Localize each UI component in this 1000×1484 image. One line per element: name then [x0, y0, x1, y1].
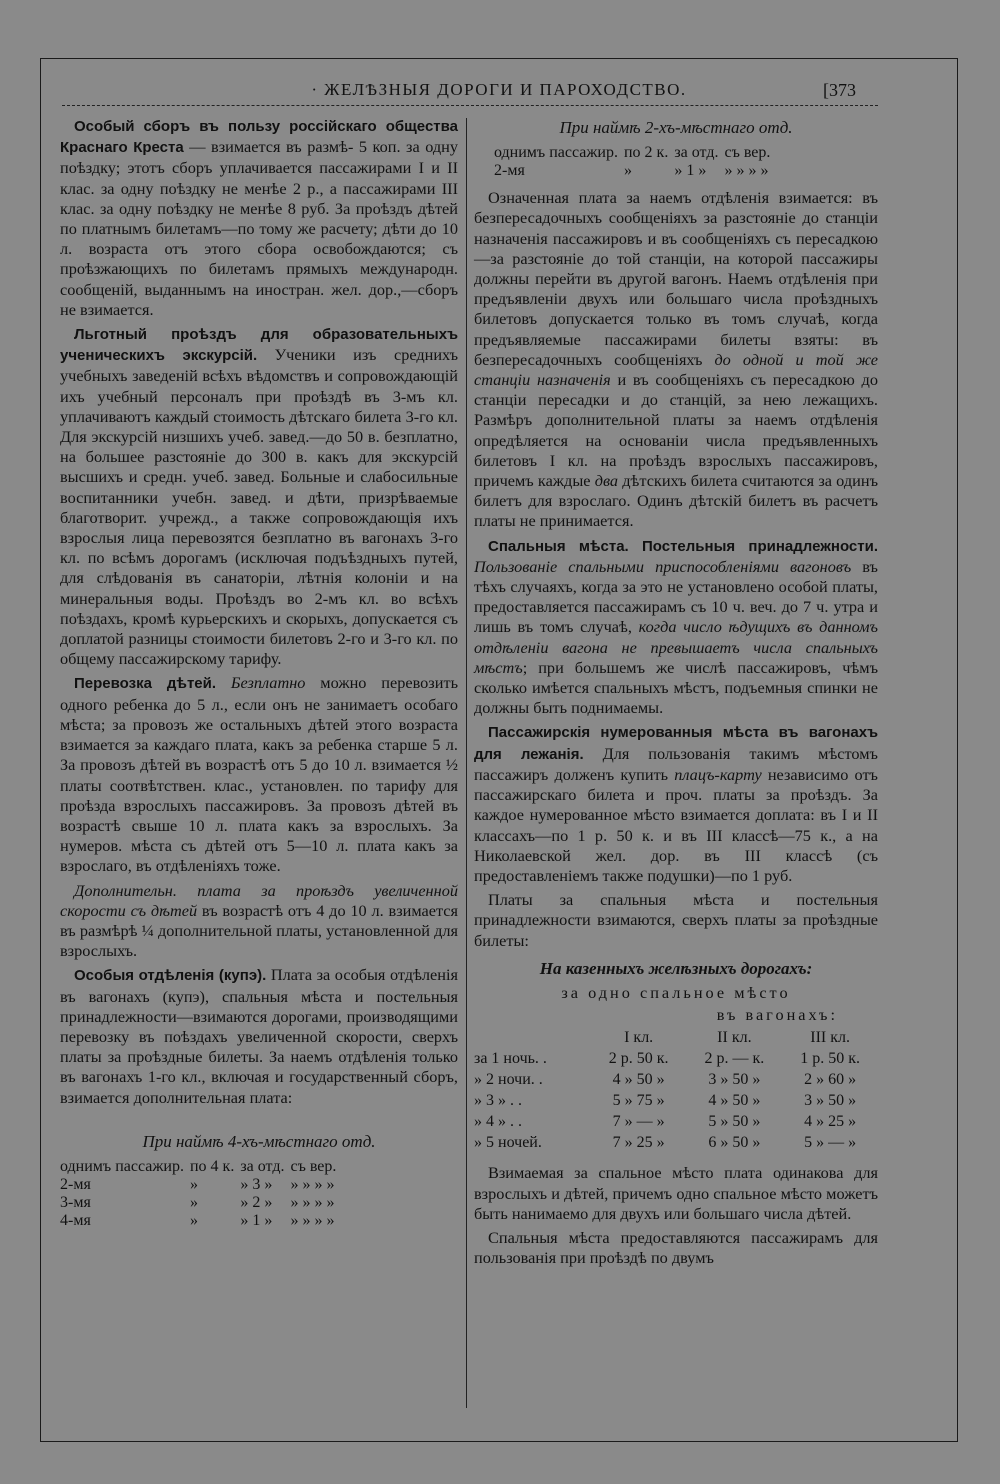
section-heading: Особыя отдѣленія (купэ).	[74, 967, 267, 985]
paragraph-compartment-fee	[474, 188, 878, 531]
section-heading: Спальныя мѣста. Постельныя принадлежности.	[488, 537, 878, 555]
table-row	[474, 1069, 878, 1090]
table-cell: за отд.	[240, 1157, 285, 1175]
table-cell: 1 р. 50 к.	[800, 1050, 861, 1068]
table-cell: за отд.	[674, 144, 719, 162]
table-header-cell: I кл.	[624, 1029, 654, 1047]
table-cell: » 1 »	[674, 162, 707, 180]
section-heading: Льготный проѣздъ для образовательныхъ ученическихъ экскурсій.	[60, 326, 458, 365]
table-cell: 3-мя	[60, 1193, 91, 1211]
header-rule	[62, 105, 878, 106]
running-header	[40, 74, 958, 108]
table-row	[474, 1090, 878, 1111]
table-cell: 5 » 50 »	[708, 1113, 761, 1131]
table-cell: за 1 ночь. .	[474, 1050, 547, 1068]
paragraph-text: Для пользованія такимъ мѣстомъ пассажиръ долженъ купить	[474, 743, 878, 784]
table-cell: 2 р. — к.	[704, 1050, 765, 1068]
table-cell: » » » »	[724, 162, 769, 180]
table-cell: 2-мя	[494, 162, 525, 180]
table-cell: » 3 »	[240, 1175, 273, 1193]
paragraph-text: дѣтскихъ билета считаются за одинъ билетъ для взрослаго. Одинъ дѣтскій билетъ въ расчетъ платы не принимается.	[474, 471, 878, 531]
page-number: [373	[823, 80, 856, 100]
table-cell: » » » »	[290, 1175, 335, 1193]
table-row	[474, 1132, 878, 1153]
table-cell: 2 » 60 »	[804, 1071, 857, 1089]
tariff-table-2seat	[494, 144, 776, 180]
table-row	[494, 144, 776, 162]
paragraph-excursions	[60, 324, 458, 669]
table-cell: » 2 »	[240, 1193, 273, 1211]
table-title-state-railways: На казенныхъ желѣзныхъ дорогахъ:	[539, 958, 813, 978]
header-title: · ЖЕЛѢЗНЫЯ ДОРОГИ И ПАРОХОДСТВО.	[311, 80, 687, 99]
italic-text: Пользованіе спальными приспособленіями вагоновъ	[474, 556, 852, 576]
italic-text: два	[590, 471, 619, 491]
paragraph-text: Плата за особыя отдѣленія въ вагонахъ (купэ), спальныя мѣста и постельныя принадлежности—взимаются дорогами, производящими перевозку въ поѣздахъ увеличенной скорости, сверхъ платы за проѣздные билеты. За наемъ отдѣленія только въ вагонахъ 1-го кл., включая и государственный сборъ, взимается дополнительная плата:	[60, 965, 458, 1107]
italic-text: Дополнительн. плата за проѣздъ увеличенной скорости съ дѣтей	[60, 880, 458, 920]
table-cell: »	[623, 162, 632, 180]
table-cell: по 2 к.	[623, 144, 669, 162]
table-cell: 5 » 75 »	[612, 1092, 665, 1110]
paragraph-text: въ возрастѣ отъ 4 до 10 л. взимается въ размѣрѣ ¼ дополнительной платы, установленной для взрослыхъ.	[60, 900, 459, 961]
paragraph-sleeping-rule: Взимаемая за спальное мѣсто плата одинакова для взрослыхъ и дѣтей, причемъ одно спальное мѣсто можетъ быть нанимаемо для двухъ или большаго числа дѣтей.	[474, 1163, 878, 1223]
paragraph-compartments	[60, 965, 458, 1107]
table-header-cell: III кл.	[810, 1029, 850, 1047]
paragraph-text: Означенная плата за наемъ отдѣленія взимается: въ безпересадочныхъ сообщеніяхъ за разстояніе до станціи назначенія пассажировъ и въ сообщеніяхъ съ пересадкою—за разстояніе до той станціи, на которой пассажиры должны перейти въ другой вагонъ. Наемъ отдѣленія при предъявленіи двухъ или большаго числа проѣздныхъ билетовъ допускается только въ томъ случаѣ, когда предъявляемые пассажирами билеты взяты: въ безпересадочныхъ сообщеніяхъ	[474, 188, 878, 369]
table-cell: 7 » 25 »	[612, 1134, 665, 1152]
section-heading: Особый сборъ въ пользу россійскаго общества Краснаго Креста	[60, 118, 458, 157]
table-row	[474, 1048, 878, 1069]
table-cell: » » » »	[290, 1193, 335, 1211]
table-title-4seat: При наймѣ 4-хъ-мѣстнаго отд.	[142, 1131, 376, 1151]
italic-text: когда число ѣдущихъ въ данномъ отдѣленіи вагона не превышаетъ числа спальныхъ мѣстъ	[474, 617, 879, 677]
table-cell: однимъ пассажир.	[494, 144, 618, 162]
paragraph-extra-fee	[60, 881, 458, 962]
paragraph-text: можно перевозить одного ребенка до 5 л., если онъ не занимаетъ особаго мѣста; за провозъ же остальныхъ дѣтей этого возраста взимается за каждаго плата, какъ за ребенка старше 5 л. За провозъ дѣтей въ возрастѣ отъ 5 до 10 л. взимается ½ платы соотвѣтствен. клас., установлен. по тарифу для проѣзда взрослыхъ пассажировъ. За провозъ дѣтей въ возрастѣ свыше 10 л. плата какъ за взрослыхъ. За нумеров. мѣста съ дѣтей отъ 5—10 л. плата какъ за взрослаго, въ отдѣленіяхъ тоже.	[60, 673, 458, 876]
table-title-2seat: При наймѣ 2-хъ-мѣстнаго отд.	[559, 118, 793, 137]
table-cell: »	[189, 1211, 198, 1229]
table-cell: 7 » — »	[612, 1113, 665, 1131]
table-cell: » 2 ночи. .	[474, 1071, 543, 1089]
table-cell: по 4 к.	[189, 1157, 235, 1175]
table-row	[474, 1111, 878, 1132]
table-cell: 4 » 50 »	[612, 1071, 665, 1089]
italic-text: Безплатно	[216, 673, 306, 693]
table-row	[60, 1176, 342, 1194]
table-header-cell	[474, 1027, 591, 1048]
paragraph-text: — взимается въ размѣ- 5 коп. за одну поѣздку; этотъ сборъ уплачивается пассажирами I и II клас. за одну поѣздку не менѣе 2 р., а пассажирами III клас. за одну поѣздку не менѣе 8 руб. За проѣздъ дѣтей по платнымъ билетамъ—по тому же расчету; дѣти до 10 л. возраста отъ этого сбора освобождаются; съ проѣзжающихъ по билетамъ прямыхъ международн. сообщеній, выданнымъ на иностран. жел. дор.,—сборъ не взимается.	[60, 137, 459, 319]
paragraph-text: независимо отъ пассажирскаго билета и проч. платы за проѣздъ. За каждое нумерованное мѣсто взимается доплата: въ I и II классахъ—по 1 р. 50 к. и въ III классѣ—75 к., а на Николаевской жел. дор. въ III классѣ (съ предоставленіемъ также подушки)—по 1 руб.	[474, 764, 878, 885]
table-cell: »	[189, 1175, 198, 1193]
left-column	[60, 116, 458, 1230]
paragraph-numbered-places	[474, 722, 878, 886]
italic-text: плацъ-карту	[668, 764, 762, 784]
table-cell: 3 » 50 »	[804, 1092, 857, 1110]
paragraph-red-cross	[60, 116, 458, 320]
table-row	[494, 162, 776, 180]
tariff-table-4seat	[60, 1158, 342, 1230]
table-cell: однимъ пассажир.	[60, 1157, 184, 1175]
table-cell: 3 » 50 »	[708, 1071, 761, 1089]
table-cell: » 3 » . .	[474, 1092, 522, 1110]
table-cell: » 1 »	[240, 1211, 273, 1229]
column-divider	[466, 118, 467, 1408]
table-subtitle: за одно спальное мѣсто	[561, 982, 791, 1002]
table-cell: съ вер.	[724, 144, 771, 162]
table-cell: » » » »	[290, 1211, 335, 1229]
section-heading: Перевозка дѣтей.	[74, 675, 217, 693]
table-cell: »	[189, 1193, 198, 1211]
paragraph-text: ; при большемъ же числѣ пассажировъ, чѣмъ сколько имѣется спальныхъ мѣстъ, подъемныя спинки не должны быть поднимаемы.	[474, 657, 878, 718]
paragraph-sleeping-places	[474, 536, 878, 719]
paragraph-bedding-fees: Платы за спальныя мѣста и постельныя принадлежности взимаются, сверхъ платы за проѣздные билеты:	[474, 890, 878, 950]
table-cell: 4 » 25 »	[804, 1113, 857, 1131]
table-cell: » 5 ночей.	[474, 1134, 542, 1152]
paragraph-sleeping-continued: Спальныя мѣста предоставляются пассажирамъ для пользованія при проѣздѣ по двумъ	[474, 1227, 878, 1268]
table-cell: 5 » — »	[804, 1134, 857, 1152]
section-heading: Пассажирскія нумерованныя мѣста въ вагонахъ для лежанія.	[474, 724, 878, 763]
italic-text: до одной и той же станціи назначенія	[474, 349, 878, 390]
table-row	[60, 1212, 342, 1230]
paragraph-text: въ тѣхъ случаяхъ, когда за это не установлено особой платы, предоставляется пассажирамъ съ 10 ч. веч. до 7 ч. утра и лишь въ томъ случаѣ,	[474, 556, 878, 637]
table-cell: 2-мя	[60, 1175, 91, 1193]
table-row	[60, 1158, 342, 1176]
right-column	[474, 116, 878, 1272]
table-cell: 4-мя	[60, 1211, 91, 1229]
paragraph-text: Ученики изъ среднихъ учебныхъ заведеній всѣхъ вѣдомствъ и сопровождающій ихъ учебный персоналъ при проѣздѣ въ 3-мъ кл. уплачиваютъ каждый стоимость дѣтскаго билета 3-го кл. Для экскурсій низшихъ учеб. завед.—до 50 в. безплатно, на большее разстояніе до 300 в. какъ для экскурсій высшихъ и средн. учеб. завед. Больные и слабосильные воспитанники учебн. завед. и дѣти, призрѣваемые благотворит. учрежд., а также сопровождающія ихъ взрослыя лица перевозятся безплатно въ вагонахъ 3-го кл. по всѣмъ дорогамъ (исключая подъѣздныхъ путей, для слѣдованія въ санаторіи, лѣтнія колоніи и на минеральныя воды. Проѣздъ во 2-мъ кл. во всѣхъ поѣздахъ, кромѣ курьерскихъ и скорыхъ, допускается съ доплатой разницы стоимости билетовъ 2-го и 3-го кл. по общему пассажирскому тарифу.	[60, 345, 458, 669]
paragraph-children	[60, 673, 458, 876]
table-cell: » 4 » . .	[474, 1113, 522, 1131]
table-cell: съ вер.	[290, 1157, 337, 1175]
sleeping-fee-table	[474, 1027, 878, 1153]
table-row	[60, 1194, 342, 1212]
table-cell: 2 р. 50 к.	[608, 1050, 669, 1068]
table-cell: 4 » 50 »	[708, 1092, 761, 1110]
paragraph-text: и въ сообщеніяхъ съ пересадкою до станціи пересадки и до станцій, за нею лежащихъ. Размѣръ дополнительной платы за наемъ отдѣленія опредѣляется на основаніи числа предъявленныхъ билетовъ I кл. на проѣздъ взрослыхъ пассажировъ, причемъ каждые	[474, 370, 878, 491]
table-header-cell: II кл.	[717, 1029, 752, 1047]
table-cell: 6 » 50 »	[708, 1134, 761, 1152]
table-subtitle: въ вагонахъ:	[716, 1005, 838, 1025]
